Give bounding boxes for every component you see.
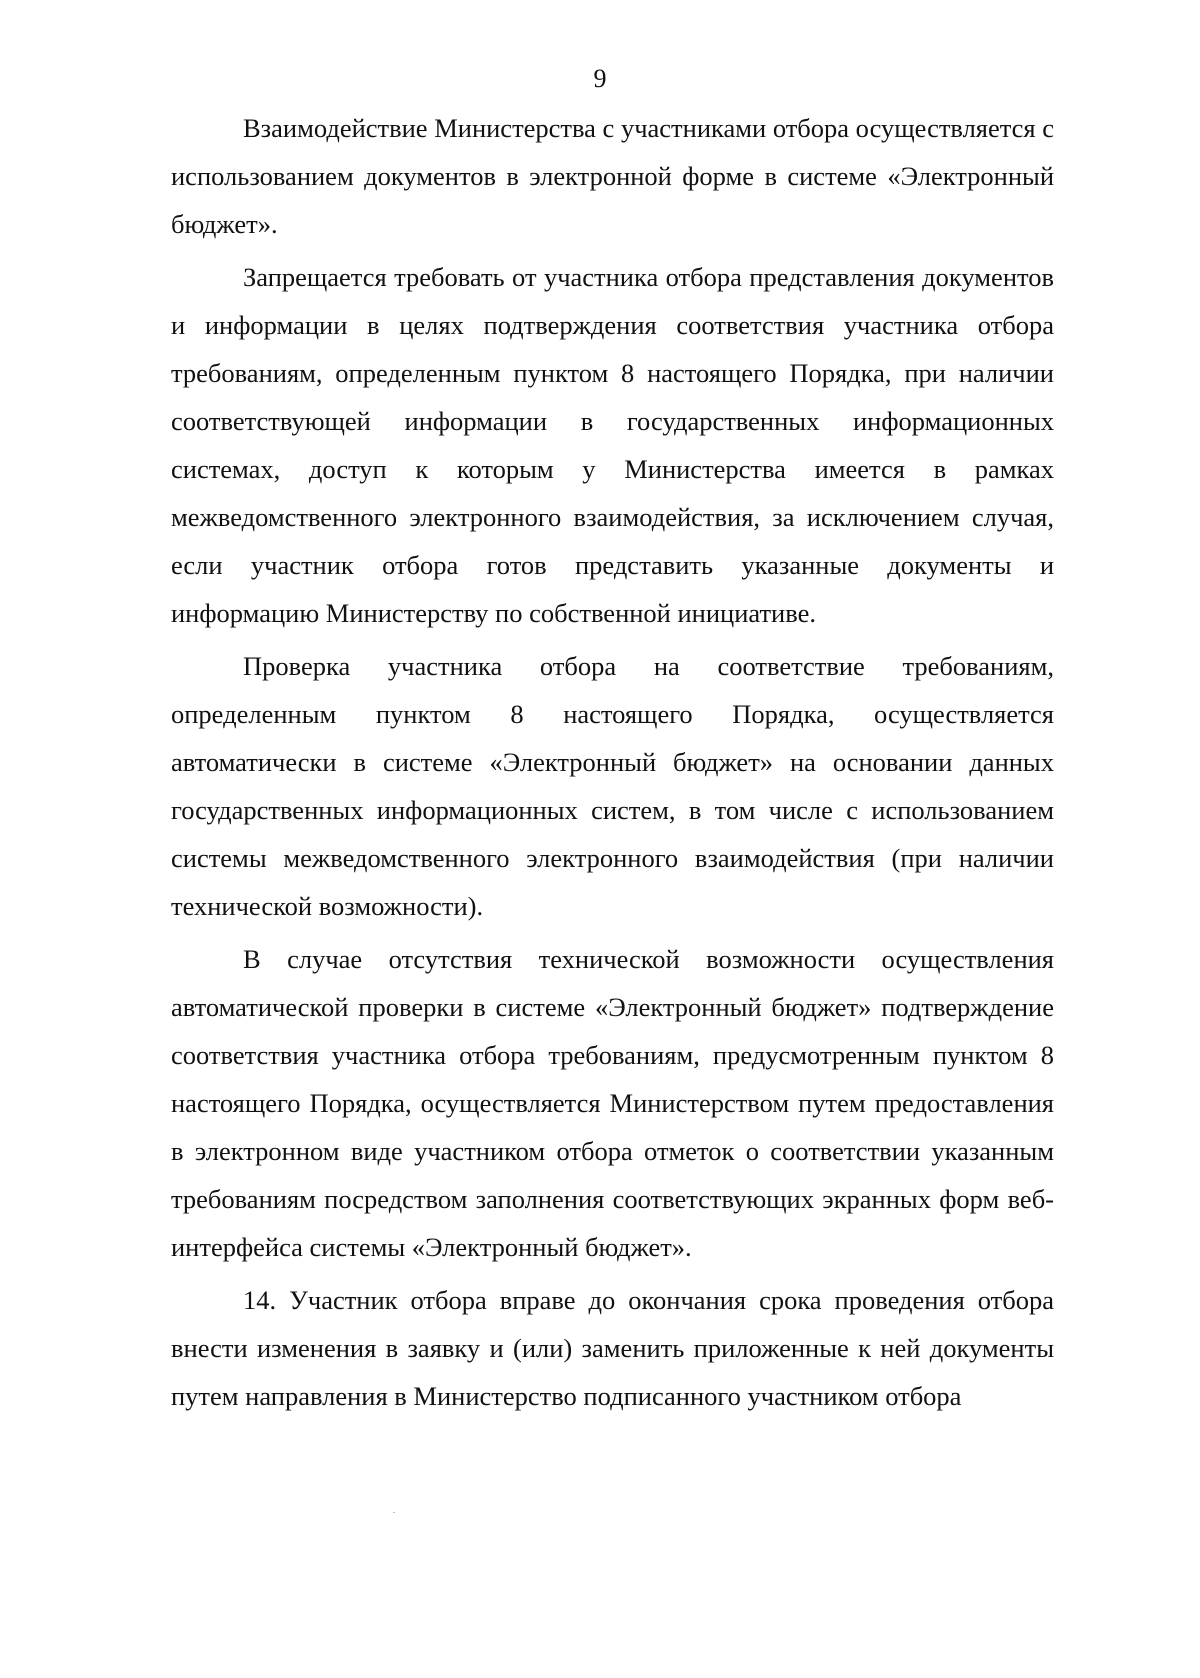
paragraph-manual-confirmation: В случае отсутствия технической возможности осуществления автоматической проверки в системе «Электронный бюджет» подтверждение соответствия участника отбора требованиям, предусмотренным пунктом 8 настоящего Порядка, осуществляется Министерством путем предоставления в электронном виде участником отбора отметок о соответствии указанным требованиям посредством заполнения соответствующих экранных форм веб-интерфейса системы «Электронный бюджет».: [171, 944, 1054, 1262]
document-body: [171, 104, 1054, 1420]
paragraph-prohibition: Запрещается требовать от участника отбора представления документов и информации в целях подтверждения соответствия участника отбора требованиям, определенным пунктом 8 настоящего Порядка, при наличии соответствующей информации в государственных информационных системах, доступ к которым у Министерства имеется в рамках межведомственного электронного взаимодействия, за исключением случая, если участник отбора готов представить указанные документы и информацию Министерству по собственной инициативе.: [171, 262, 1054, 628]
paragraph-interaction: Взаимодействие Министерства с участниками отбора осуществляется с использованием документов в электронной форме в системе «Электронный бюджет».: [171, 113, 1054, 239]
page-number: 9: [593, 64, 607, 93]
paragraph-verification: Проверка участника отбора на соответствие требованиям, определенным пунктом 8 настоящего Порядка, осуществляется автоматически в системе «Электронный бюджет» на основании данных государственных информационных систем, в том числе с использованием системы межведомственного электронного взаимодействия (при наличии технической возможности).: [171, 651, 1054, 921]
paragraph-item-14: 14. Участник отбора вправе до окончания срока проведения отбора внести изменения в заявку и (или) заменить приложенные к ней документы путем направления в Министерство подписанного участником отбора: [171, 1285, 1054, 1411]
scan-speck: [393, 1512, 395, 1513]
